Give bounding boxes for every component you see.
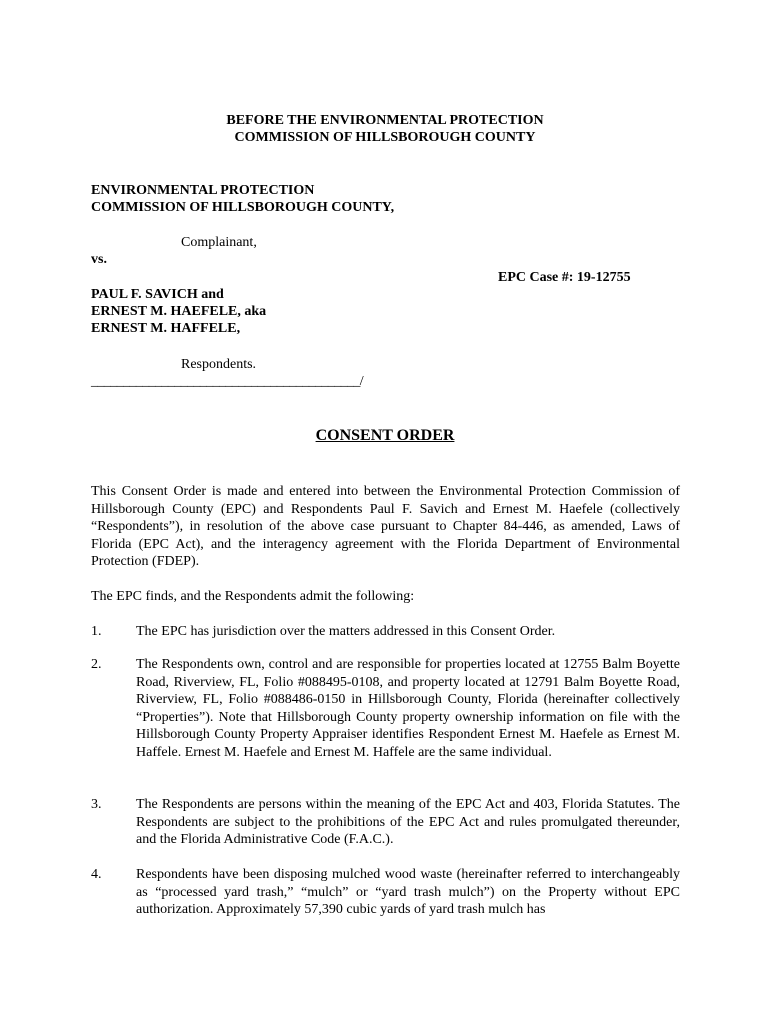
finding-text: The EPC has jurisdiction over the matters addressed in this Consent Order. <box>136 624 556 639</box>
complainant-name-line-1: ENVIRONMENTAL PROTECTION <box>91 183 315 198</box>
finding-number: 4. <box>91 867 102 882</box>
findings-intro: The EPC finds, and the Respondents admit the following: <box>91 589 415 604</box>
finding-number: 2. <box>91 657 102 672</box>
complainant-name-line-2: COMMISSION OF HILLSBOROUGH COUNTY, <box>91 200 395 215</box>
versus-label: vs. <box>91 252 107 267</box>
finding-text: Respondents have been disposing mulched wood waste (hereinafter referred to interchangeably as “processed yard trash,” “mulch” or “yard trash mulch”) on the Property without EPC authorization. Approximately 57,390 cubic yards of yard trash mulch has <box>136 867 680 918</box>
case-number: EPC Case #: 19-12755 <box>498 270 631 285</box>
finding-number: 3. <box>91 797 102 812</box>
respondent-name-line-3: ERNEST M. HAFFELE, <box>91 321 241 336</box>
header-line-1: BEFORE THE ENVIRONMENTAL PROTECTION <box>226 113 544 128</box>
finding-text: The Respondents own, control and are responsible for properties located at 12755 Balm Boyette Road, Riverview, FL, Folio #088495-0108, and property located at 12791 Balm Boyette Road, Riverview, FL, Folio #088486-0150 in Hillsborough County, Florida (hereinafter collectively “Properties”). Note that Hillsborough County property ownership information on file with the Hillsborough County Property Appraiser identifies Respondent Ernest M. Haefele as Ernest M. Haffele. Ernest M. Haefele and Ernest M. Haffele are the same individual. <box>136 657 680 760</box>
respondent-role: Respondents. <box>181 357 257 372</box>
complainant-role: Complainant, <box>181 235 257 250</box>
finding-number: 1. <box>91 624 102 639</box>
respondent-name-line-1: PAUL F. SAVICH and <box>91 287 224 302</box>
finding-text: The Respondents are persons within the meaning of the EPC Act and 403, Florida Statutes. The Respondents are subject to the prohibitions of the EPC Act and rules promulgated thereunder, and the Florida Administrative Code (F.A.C.). <box>136 797 680 848</box>
document-title: CONSENT ORDER <box>315 427 455 444</box>
header-line-2: COMMISSION OF HILLSBOROUGH COUNTY <box>234 130 536 145</box>
respondent-name-line-2: ERNEST M. HAEFELE, aka <box>91 304 267 319</box>
caption-rule-line: __________________________________________/ <box>91 374 364 389</box>
intro-paragraph: This Consent Order is made and entered into between the Environmental Protection Commission of Hillsborough County (EPC) and Respondents Paul F. Savich and Ernest M. Haefele (collectively “Respondents”), in resolution of the above case pursuant to Chapter 84-446, as amended, Laws of Florida (EPC Act), and the interagency agreement with the Florida Department of Environmental Protection (FDEP). <box>91 484 680 570</box>
